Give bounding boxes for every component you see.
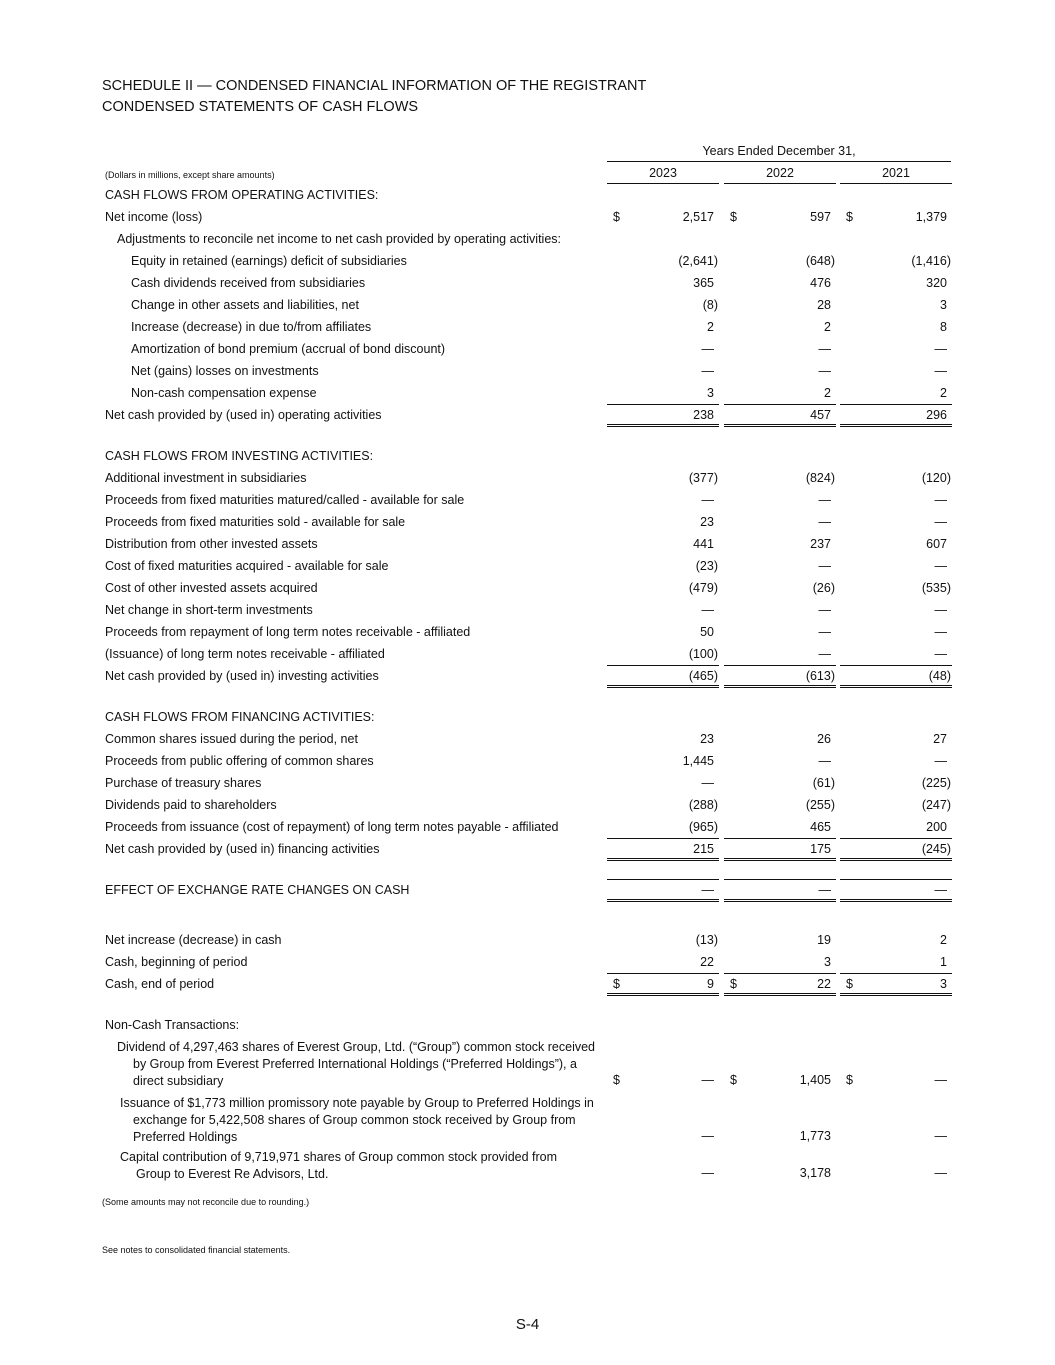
amount: — (701, 603, 714, 617)
page-title: SCHEDULE II — CONDENSED FINANCIAL INFORMATION OF THE REGISTRANT (102, 78, 647, 94)
total-double-rule (840, 858, 952, 861)
amount: 3 (940, 977, 947, 991)
amount: — (701, 776, 714, 790)
table-row (0, 798, 1055, 820)
amount: (479) (688, 581, 718, 595)
amount: (1,416) (911, 254, 951, 268)
subtotal-rule (840, 404, 952, 405)
row-label: Net cash provided by (used in) operating activities (105, 408, 382, 422)
amount: 2 (824, 320, 831, 334)
noncash-label-line: Group to Everest Re Advisors, Ltd. (136, 1167, 329, 1181)
table-row (0, 732, 1055, 754)
row-label: Cost of fixed maturities acquired - available for sale (105, 559, 389, 573)
total-double-rule (724, 424, 836, 427)
amount: 23 (700, 515, 714, 529)
total-double-rule (724, 685, 836, 688)
amount: — (934, 1073, 947, 1087)
amount: 8 (940, 320, 947, 334)
see-notes-note: See notes to consolidated financial statements. (102, 1245, 291, 1255)
noncash-label-line: Capital contribution of 9,719,971 shares of Group common stock provided from (120, 1150, 558, 1164)
noncash-values-row (0, 1166, 1055, 1188)
row-label: Purchase of treasury shares (105, 776, 262, 790)
amount: (255) (805, 798, 835, 812)
row-label: Non-Cash Transactions: (105, 1018, 240, 1032)
row-label: Net cash provided by (used in) financing activities (105, 842, 380, 856)
row-label: Net income (loss) (105, 210, 203, 224)
rounding-note: (Some amounts may not reconcile due to rounding.) (102, 1197, 310, 1207)
subtotal-rule (840, 973, 952, 974)
dollar-sign: $ (730, 210, 737, 224)
noncash-label-line: Dividend of 4,297,463 shares of Everest Group, Ltd. (“Group”) common stock received (117, 1040, 596, 1054)
row-label: Adjustments to reconcile net income to net cash provided by operating activities: (117, 232, 561, 246)
amount: (61) (812, 776, 835, 790)
dollar-sign: $ (846, 977, 853, 991)
amount: — (701, 364, 714, 378)
subtotal-rule (607, 973, 719, 974)
amount: (2,641) (678, 254, 718, 268)
amount: 1,379 (915, 210, 947, 224)
row-label: (Issuance) of long term notes receivable - affiliated (105, 647, 385, 661)
table-row (0, 254, 1055, 276)
row-label: Change in other assets and liabilities, net (131, 298, 359, 312)
amount: 3,178 (799, 1166, 831, 1180)
subtotal-rule (607, 665, 719, 666)
total-double-rule (607, 685, 719, 688)
amount: 28 (817, 298, 831, 312)
table-row (0, 625, 1055, 647)
row-label: Net increase (decrease) in cash (105, 933, 282, 947)
amount: — (934, 559, 947, 573)
amount: — (934, 647, 947, 661)
amount: (8) (702, 298, 718, 312)
table-row (0, 210, 1055, 232)
table-row (0, 493, 1055, 515)
amount: — (934, 1166, 947, 1180)
amount: (613) (805, 669, 835, 683)
total-double-rule (724, 899, 836, 902)
amount: 320 (926, 276, 947, 290)
amount: 215 (693, 842, 714, 856)
subtotal-rule (724, 404, 836, 405)
amount: (288) (688, 798, 718, 812)
amount: 3 (707, 386, 714, 400)
row-label: CASH FLOWS FROM INVESTING ACTIVITIES: (105, 449, 374, 463)
dollar-sign: $ (730, 1073, 737, 1087)
total-double-rule (607, 424, 719, 427)
amount: — (934, 883, 947, 897)
subtotal-rule (607, 404, 719, 405)
amount: — (818, 625, 831, 639)
amount: 50 (700, 625, 714, 639)
amount: (245) (921, 842, 951, 856)
row-label: Cash dividends received from subsidiaries (131, 276, 366, 290)
total-double-rule (607, 993, 719, 996)
dollar-sign: $ (613, 977, 620, 991)
amount: 2 (940, 933, 947, 947)
amount: — (701, 1129, 714, 1143)
amount: — (818, 559, 831, 573)
table-row (0, 298, 1055, 320)
amount: — (934, 493, 947, 507)
amount: — (818, 342, 831, 356)
amount: 597 (810, 210, 831, 224)
table-row (0, 276, 1055, 298)
amount: — (701, 342, 714, 356)
dollar-sign: $ (613, 1073, 620, 1087)
amount: — (934, 515, 947, 529)
table-row (0, 1018, 1055, 1040)
amount: 1 (940, 955, 947, 969)
amount: — (818, 364, 831, 378)
row-label: Proceeds from issuance (cost of repayment) of long term notes payable - affiliated (105, 820, 559, 834)
table-row (0, 933, 1055, 955)
amount: — (818, 515, 831, 529)
row-label: EFFECT OF EXCHANGE RATE CHANGES ON CASH (105, 883, 410, 897)
amount: (26) (812, 581, 835, 595)
years-header-rule (607, 161, 951, 162)
amount: 1,405 (799, 1073, 831, 1087)
amount: (824) (805, 471, 835, 485)
amount: (23) (695, 559, 718, 573)
noncash-label-line: exchange for 5,422,508 shares of Group common stock received by Group from (133, 1113, 576, 1127)
table-row (0, 471, 1055, 493)
amount: 175 (810, 842, 831, 856)
table-row (0, 342, 1055, 364)
total-double-rule (840, 993, 952, 996)
amount: — (818, 493, 831, 507)
amount: — (701, 1166, 714, 1180)
amount: (648) (805, 254, 835, 268)
dollar-sign: $ (846, 1073, 853, 1087)
table-row (0, 537, 1055, 559)
total-double-rule (724, 858, 836, 861)
year-2022-header: 2022 (766, 166, 794, 180)
row-label: Cash, end of period (105, 977, 215, 991)
noncash-label-line: by Group from Everest Preferred International Holdings (“Preferred Holdings”), a (133, 1057, 577, 1071)
amount: 476 (810, 276, 831, 290)
table-row (0, 364, 1055, 386)
year-rule (840, 183, 952, 184)
row-label: Dividends paid to shareholders (105, 798, 277, 812)
subtotal-rule (724, 973, 836, 974)
row-label: Additional investment in subsidiaries (105, 471, 307, 485)
row-label: Proceeds from repayment of long term notes receivable - affiliated (105, 625, 471, 639)
table-row (0, 776, 1055, 798)
amount: (377) (688, 471, 718, 485)
row-label: Increase (decrease) in due to/from affiliates (131, 320, 372, 334)
table-row (0, 515, 1055, 537)
amount: — (934, 1129, 947, 1143)
amount: (535) (921, 581, 951, 595)
amount: 22 (817, 977, 831, 991)
total-double-rule (724, 993, 836, 996)
row-label: Equity in retained (earnings) deficit of subsidiaries (131, 254, 407, 268)
amount: 365 (693, 276, 714, 290)
subtotal-rule (724, 838, 836, 839)
year-rule (724, 183, 836, 184)
amount: 296 (926, 408, 947, 422)
noncash-label-line: direct subsidiary (133, 1074, 224, 1088)
year-rule (607, 183, 719, 184)
units-label: (Dollars in millions, except share amounts) (105, 170, 275, 180)
page-number: S-4 (515, 1316, 540, 1333)
amount: (48) (928, 669, 951, 683)
amount: 23 (700, 732, 714, 746)
year-2023-header: 2023 (649, 166, 677, 180)
row-label: Net change in short-term investments (105, 603, 313, 617)
amount: — (934, 625, 947, 639)
amount: — (934, 364, 947, 378)
amount: 19 (817, 933, 831, 947)
amount: — (818, 603, 831, 617)
row-label: CASH FLOWS FROM OPERATING ACTIVITIES: (105, 188, 379, 202)
amount: — (818, 754, 831, 768)
year-2021-header: 2021 (882, 166, 910, 180)
amount: 200 (926, 820, 947, 834)
subtotal-rule (840, 665, 952, 666)
noncash-label-line: Preferred Holdings (133, 1130, 238, 1144)
amount: 465 (810, 820, 831, 834)
subtotal-rule (607, 879, 719, 880)
subtotal-rule (840, 879, 952, 880)
row-label: Proceeds from fixed maturities matured/called - available for sale (105, 493, 465, 507)
amount: 26 (817, 732, 831, 746)
noncash-values-row (0, 1129, 1055, 1151)
amount: 441 (693, 537, 714, 551)
amount: 3 (824, 955, 831, 969)
subtotal-rule (840, 838, 952, 839)
amount: (13) (695, 933, 718, 947)
amount: 2 (707, 320, 714, 334)
amount: — (818, 883, 831, 897)
amount: — (701, 883, 714, 897)
amount: (247) (921, 798, 951, 812)
amount: 22 (700, 955, 714, 969)
amount: 9 (707, 977, 714, 991)
row-label: Cost of other invested assets acquired (105, 581, 318, 595)
subtotal-rule (724, 665, 836, 666)
amount: 2 (940, 386, 947, 400)
table-row (0, 449, 1055, 471)
amount: 27 (933, 732, 947, 746)
amount: 607 (926, 537, 947, 551)
amount: — (818, 647, 831, 661)
amount: 2,517 (682, 210, 714, 224)
table-row (0, 232, 1055, 254)
subtotal-rule (607, 838, 719, 839)
amount: — (701, 1073, 714, 1087)
table-row (0, 188, 1055, 210)
noncash-label-line: Issuance of $1,773 million promissory note payable by Group to Preferred Holdings in (120, 1096, 594, 1110)
amount: (120) (921, 471, 951, 485)
total-double-rule (607, 858, 719, 861)
years-header: Years Ended December 31, (702, 144, 856, 158)
subtotal-rule (724, 879, 836, 880)
total-double-rule (840, 899, 952, 902)
amount: 3 (940, 298, 947, 312)
row-label: Amortization of bond premium (accrual of bond discount) (131, 342, 446, 356)
amount: — (934, 603, 947, 617)
amount: 238 (693, 408, 714, 422)
amount: (465) (688, 669, 718, 683)
amount: 457 (810, 408, 831, 422)
amount: — (934, 754, 947, 768)
total-double-rule (840, 685, 952, 688)
noncash-values-row (0, 1073, 1055, 1095)
amount: (100) (688, 647, 718, 661)
table-row (0, 559, 1055, 581)
row-label: Non-cash compensation expense (131, 386, 317, 400)
dollar-sign: $ (846, 210, 853, 224)
page-subtitle: CONDENSED STATEMENTS OF CASH FLOWS (102, 99, 419, 115)
row-label: CASH FLOWS FROM FINANCING ACTIVITIES: (105, 710, 375, 724)
dollar-sign: $ (730, 977, 737, 991)
row-label: Distribution from other invested assets (105, 537, 318, 551)
amount: (965) (688, 820, 718, 834)
dollar-sign: $ (613, 210, 620, 224)
row-label: Net cash provided by (used in) investing activities (105, 669, 379, 683)
total-double-rule (607, 899, 719, 902)
row-label: Cash, beginning of period (105, 955, 248, 969)
table-row (0, 603, 1055, 625)
total-double-rule (840, 424, 952, 427)
amount: 2 (824, 386, 831, 400)
amount: 1,445 (682, 754, 714, 768)
row-label: Net (gains) losses on investments (131, 364, 319, 378)
amount: 1,773 (799, 1129, 831, 1143)
row-label: Proceeds from fixed maturities sold - available for sale (105, 515, 406, 529)
table-row (0, 710, 1055, 732)
amount: (225) (921, 776, 951, 790)
amount: — (934, 342, 947, 356)
amount: 237 (810, 537, 831, 551)
table-row (0, 581, 1055, 603)
row-label: Proceeds from public offering of common shares (105, 754, 374, 768)
table-row (0, 754, 1055, 776)
row-label: Common shares issued during the period, net (105, 732, 358, 746)
table-row (0, 320, 1055, 342)
amount: — (701, 493, 714, 507)
